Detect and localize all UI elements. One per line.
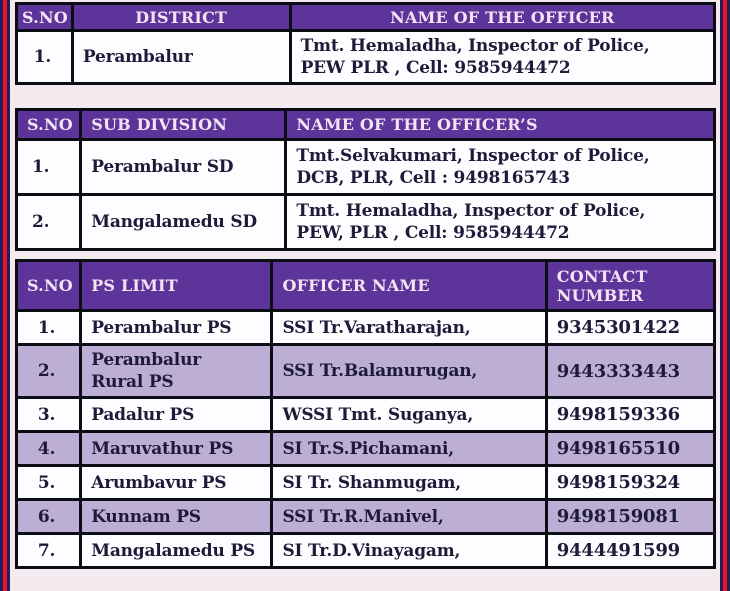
- officer-cell: SSI Tr.R.Manivel,: [272, 500, 546, 534]
- sno-cell: 3.: [17, 398, 81, 432]
- ps-cell: Kunnam PS: [81, 500, 272, 534]
- table-row: [17, 195, 715, 250]
- column-header-sno: S.NO: [17, 261, 81, 311]
- table-row: [17, 534, 715, 568]
- ps-cell: Perambalur PS: [81, 311, 272, 345]
- column-header-ps: PS LIMIT: [81, 261, 272, 311]
- contact-cell: 9345301422: [546, 311, 714, 345]
- table-row: [17, 31, 715, 84]
- officer-cell: [290, 31, 714, 84]
- table-row: [17, 311, 715, 345]
- table-row: [17, 398, 715, 432]
- column-header-sno: S.NO: [17, 4, 73, 31]
- officer-cell: SSI Tr.Varatharajan,: [272, 311, 546, 345]
- left-frame-stripe: [0, 0, 10, 591]
- officer-cell: SI Tr.S.Pichamani,: [272, 432, 546, 466]
- column-header-contact: [546, 261, 714, 311]
- officer-text: Tmt. Hemaladha, Inspector of Police, PEW PLR , Cell: 9585944472: [300, 36, 650, 79]
- column-header-officer: NAME OF THE OFFICER: [290, 4, 714, 31]
- contact-cell: 9498159336: [546, 398, 714, 432]
- sno-cell: 2.: [17, 195, 81, 250]
- ps-cell: Maruvathur PS: [81, 432, 272, 466]
- subdivision-cell: Mangalamedu SD: [81, 195, 286, 250]
- column-header-sno: S.NO: [17, 110, 81, 140]
- officer-cell: [286, 140, 715, 195]
- column-header-district: DISTRICT: [72, 4, 290, 31]
- subdivision-table: [15, 108, 716, 251]
- contact-header-text: CONTACT NUMBER: [556, 266, 648, 305]
- sno-cell: 1.: [17, 31, 73, 84]
- ps-text: Perambalur Rural PS: [91, 350, 201, 393]
- contact-cell: 9498165510: [546, 432, 714, 466]
- column-header-subdivision: SUB DIVISION: [81, 110, 286, 140]
- sno-cell: 6.: [17, 500, 81, 534]
- ps-cell: Padalur PS: [81, 398, 272, 432]
- contact-cell: 9498159324: [546, 466, 714, 500]
- officer-text: Tmt. Hemaladha, Inspector of Police, PEW, PLR , Cell: 9585944472: [296, 201, 646, 244]
- district-table-header-row: [17, 4, 715, 31]
- sno-cell: 5.: [17, 466, 81, 500]
- table-row: [17, 466, 715, 500]
- district-cell: Perambalur: [72, 31, 290, 84]
- table-row: [17, 140, 715, 195]
- officer-cell: SI Tr. Shanmugam,: [272, 466, 546, 500]
- table-row: [17, 500, 715, 534]
- ps-cell: Arumbavur PS: [81, 466, 272, 500]
- ps-cell: [81, 345, 272, 398]
- contact-cell: 9444491599: [546, 534, 714, 568]
- district-table: [15, 2, 716, 85]
- sno-cell: 4.: [17, 432, 81, 466]
- officer-text: Tmt.Selvakumari, Inspector of Police, DCB, PLR, Cell : 9498165743: [296, 146, 650, 189]
- table-row: [17, 432, 715, 466]
- sno-cell: 1.: [17, 311, 81, 345]
- subdivision-table-header-row: [17, 110, 715, 140]
- column-header-officer: OFFICER NAME: [272, 261, 546, 311]
- sno-cell: 1.: [17, 140, 81, 195]
- officer-cell: SSI Tr.Balamurugan,: [272, 345, 546, 398]
- ps-table-header-row: [17, 261, 715, 311]
- officer-cell: WSSI Tmt. Suganya,: [272, 398, 546, 432]
- officer-cell: [286, 195, 715, 250]
- sno-cell: 2.: [17, 345, 81, 398]
- right-frame-stripe: [720, 0, 730, 591]
- column-header-officer: NAME OF THE OFFICER’S: [286, 110, 715, 140]
- ps-limit-table: [15, 259, 716, 569]
- ps-cell: Mangalamedu PS: [81, 534, 272, 568]
- contact-cell: 9443333443: [546, 345, 714, 398]
- page-content: [15, 0, 716, 569]
- table-row: [17, 345, 715, 398]
- contact-cell: 9498159081: [546, 500, 714, 534]
- officer-cell: SI Tr.D.Vinayagam,: [272, 534, 546, 568]
- sno-cell: 7.: [17, 534, 81, 568]
- subdivision-cell: Perambalur SD: [81, 140, 286, 195]
